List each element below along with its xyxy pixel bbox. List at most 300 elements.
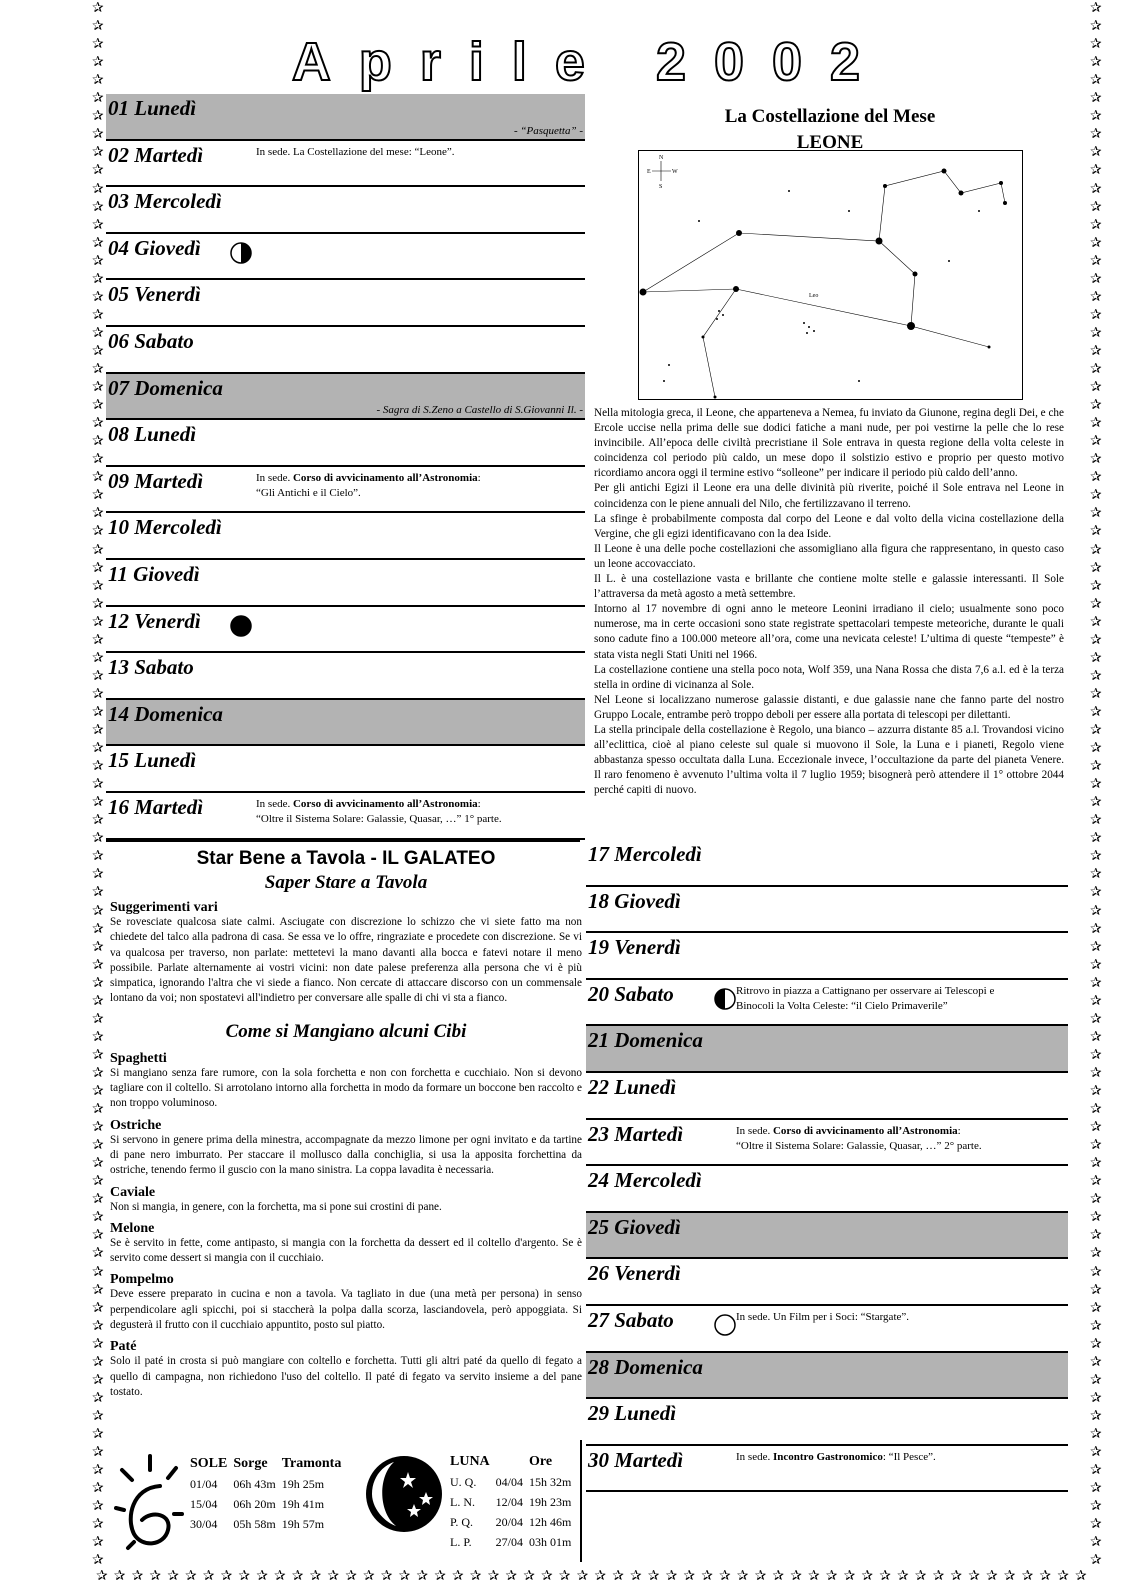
star-icon: ✰	[398, 1569, 411, 1584]
day-label: 12 Venerdì	[108, 608, 201, 633]
star-icon: ✰	[92, 506, 104, 522]
star-icon: ✰	[238, 1569, 251, 1584]
galateo-section	[110, 848, 582, 1400]
star-icon: ✰	[736, 1569, 749, 1584]
star-icon: ✰	[92, 1354, 104, 1370]
star-icon: ✰	[92, 1, 104, 16]
star-icon: ✰	[92, 55, 104, 71]
food-heading: Melone	[110, 1220, 155, 1236]
star-icon: ✰	[92, 1102, 104, 1118]
star-icon: ✰	[92, 307, 104, 323]
star-icon: ✰	[92, 813, 104, 829]
star-icon: ✰	[950, 1569, 963, 1584]
star-icon: ✰	[92, 235, 104, 251]
day-label: 24 Mercoledì	[588, 1168, 702, 1193]
day-row	[106, 420, 585, 467]
day-note-suffix: :	[957, 1124, 961, 1137]
day-row	[106, 141, 585, 188]
star-icon: ✰	[505, 1569, 518, 1584]
day-row	[586, 1026, 1068, 1073]
star-icon: ✰	[92, 596, 104, 612]
star-icon: ✰	[274, 1569, 286, 1584]
day-label: 08 Lunedì	[108, 422, 197, 447]
day-note-text: In sede. La Costellazione del mese: “Leone”.	[256, 145, 455, 158]
page-title: Aprile 2002	[291, 32, 889, 92]
star-icon: ✰	[92, 163, 104, 179]
star-icon: ✰	[92, 37, 104, 53]
star-icon: ✰	[92, 289, 104, 305]
star-icon: ✰	[1090, 362, 1102, 377]
food-text: Si servono in genere prima della minestra, accompagnate da mezzo limone per ogni invitato e da tartine di pane nero imburrato. Per staccare il mollusco dalla conchiglia, si usa la apposita forchettina da ostriche, tenendo fermo il guscio con la mano sinistra. La coppa lavadita è necessaria.	[110, 1133, 582, 1177]
star-icon: ✰	[92, 19, 104, 35]
table-cell: 15h 32m	[529, 1475, 572, 1489]
star-icon: ✰	[92, 1156, 104, 1172]
star-icon: ✰	[487, 1569, 500, 1584]
star-icon: ✰	[92, 975, 104, 991]
star-icon: ✰	[92, 777, 104, 793]
day-note-line	[736, 1450, 936, 1465]
compass-w: W	[672, 169, 678, 175]
day-row	[106, 653, 585, 700]
table-cell: 19h 57m	[281, 1517, 325, 1531]
compass-n: N	[659, 155, 664, 161]
star-icon: ✰	[1090, 1047, 1102, 1063]
star-icon: ✰	[469, 1569, 482, 1584]
star-icon: ✰	[92, 1535, 104, 1551]
star-icon: ✰	[1090, 1084, 1102, 1099]
star-icon: ✰	[92, 650, 104, 666]
star-icon: ✰	[92, 1174, 104, 1190]
table-row	[450, 1492, 577, 1512]
star-icon: ✰	[968, 1569, 980, 1584]
star-icon: ✰	[1090, 1426, 1102, 1442]
star-icon: ✰	[754, 1569, 767, 1584]
star-icon: ✰	[1090, 614, 1102, 630]
star-icon: ✰	[1090, 777, 1102, 793]
day-label: 27 Sabato	[588, 1308, 674, 1332]
star-icon: ✰	[1090, 73, 1102, 89]
star-icon: ✰	[1090, 632, 1102, 648]
day-label: 06 Sabato	[108, 329, 194, 353]
star-icon: ✰	[92, 1047, 104, 1063]
star-icon: ✰	[1090, 1318, 1102, 1334]
day-row	[586, 1306, 1068, 1353]
star-icon: ✰	[1090, 1463, 1102, 1479]
star-icon: ✰	[1090, 867, 1102, 883]
constellation-name: LEONE	[796, 132, 864, 153]
star-icon: ✰	[92, 1084, 104, 1099]
star-icon: ✰	[647, 1569, 660, 1584]
day-label: 20 Sabato	[588, 981, 674, 1006]
galateo-section-heading: Suggerimenti vari	[110, 900, 218, 915]
section-divider	[106, 840, 580, 842]
day-event-subtitle: - Sagra di S.Zeno a Castello di S.Giovanni Il. -	[376, 404, 583, 417]
star-icon: ✰	[825, 1569, 838, 1584]
day-row	[586, 1446, 1068, 1493]
star-icon: ✰	[701, 1569, 713, 1584]
star-icon: ✰	[92, 614, 104, 630]
constellation-paragraph: La sfinge è probabilmente composta dal corpo del Leone e dal volto della vicina costellazione della Vergine, che gli egizi identificavano con la dea Iside.	[594, 512, 1064, 540]
star-icon: ✰	[92, 1463, 104, 1479]
day-note	[256, 797, 502, 827]
day-note-prefix: In sede.	[736, 1124, 773, 1137]
star-icon: ✰	[1090, 488, 1102, 504]
star-icon: ✰	[1090, 1445, 1102, 1460]
star-icon: ✰	[1021, 1569, 1034, 1584]
constellation-description	[594, 406, 1064, 798]
table-cell: 27/04	[495, 1535, 524, 1549]
star-icon: ✰	[92, 398, 104, 414]
star-icon: ✰	[1090, 1553, 1102, 1569]
star-icon: ✰	[523, 1569, 535, 1584]
day-label: 26 Venerdì	[588, 1261, 681, 1286]
star-icon: ✰	[92, 109, 104, 125]
table-row	[450, 1472, 577, 1492]
star-icon: ✰	[1057, 1569, 1069, 1584]
star-icon: ✰	[92, 1192, 104, 1208]
star-icon: ✰	[1090, 1120, 1102, 1136]
day-note-line	[736, 984, 994, 999]
constellation-paragraph: Nella mitologia greca, il Leone, che apparteneva a Nemea, fu inviato da Giunone, regina degli Dei, e che Ercole uccise nella prima delle sue dodici fatiche a mani nude, per poi vestirne la pelle che lo rese invincibile. All’epoca delle civiltà precristiane il Sole entrava in questa regione della volta celeste in coincidenza col periodo più caldo, un mese dopo il solstizio estivo e proprio per questo motivo ricordiamo ancora oggi il termine estivo “solleone” per indicare il periodo più caldo dell’anno.	[594, 407, 1064, 480]
star-icon: ✰	[92, 1553, 104, 1569]
star-icon: ✰	[986, 1569, 998, 1584]
day-note-prefix: In sede.	[736, 1450, 773, 1463]
compass-e: E	[647, 169, 651, 175]
day-row	[106, 513, 585, 560]
day-label: 15 Lunedì	[108, 748, 197, 773]
table-header-row	[190, 1454, 347, 1474]
table-cell: 05h 58m	[233, 1517, 276, 1531]
bottom-star-border	[96, 1570, 1096, 1586]
star-icon: ✰	[1090, 163, 1102, 179]
star-icon: ✰	[92, 488, 104, 504]
star-icon: ✰	[220, 1569, 233, 1584]
star-icon: ✰	[92, 1408, 104, 1424]
day-label: 01 Lunedì	[108, 96, 197, 120]
star-icon: ✰	[92, 434, 104, 450]
star-icon: ✰	[92, 217, 104, 233]
day-note-line	[736, 1310, 909, 1325]
star-icon: ✰	[309, 1569, 322, 1584]
star-icon: ✰	[1090, 452, 1102, 468]
star-icon: ✰	[1090, 55, 1102, 71]
star-icon: ✰	[1090, 343, 1102, 359]
day-row	[106, 793, 585, 840]
star-icon: ✰	[92, 1390, 104, 1406]
full-moon-icon	[714, 1314, 736, 1336]
table-cell: L. P.	[450, 1535, 472, 1549]
star-icon: ✰	[612, 1569, 624, 1584]
star-icon: ✰	[1090, 849, 1102, 865]
table-cell: P. Q.	[450, 1515, 474, 1529]
day-note-prefix: In sede.	[256, 798, 293, 810]
day-row	[586, 1120, 1068, 1167]
star-icon: ✰	[1090, 307, 1102, 323]
day-note	[736, 984, 994, 1014]
day-note-suffix: : “Il Pesce”.	[882, 1450, 936, 1463]
star-icon: ✰	[1090, 416, 1102, 432]
star-icon: ✰	[96, 1569, 108, 1584]
star-icon: ✰	[558, 1569, 571, 1584]
table-cell: 19h 25m	[281, 1477, 325, 1491]
day-label: 13 Sabato	[108, 655, 194, 680]
day-note-prefix: In sede.	[256, 471, 293, 484]
star-icon: ✰	[1090, 181, 1102, 197]
day-row	[106, 607, 585, 654]
star-icon: ✰	[363, 1569, 375, 1584]
table-row	[450, 1532, 577, 1552]
star-icon: ✰	[1090, 380, 1102, 396]
bottom-divider	[580, 1440, 582, 1562]
star-icon: ✰	[1090, 109, 1102, 125]
star-icon: ✰	[92, 1138, 104, 1154]
day-label: 21 Domenica	[588, 1028, 703, 1053]
star-icon: ✰	[808, 1569, 820, 1584]
star-icon: ✰	[1090, 271, 1102, 287]
star-icon: ✰	[914, 1569, 927, 1584]
star-icon: ✰	[92, 1372, 104, 1388]
food-text: Non si mangia, in genere, con la forchetta, ma si pone sui crostini di pane.	[110, 1200, 442, 1213]
star-icon: ✰	[92, 145, 104, 161]
star-icon: ✰	[1090, 145, 1102, 161]
star-icon: ✰	[92, 271, 104, 287]
star-icon: ✰	[879, 1569, 891, 1584]
day-note-course: Corso di avvicinamento all’Astronomia	[772, 1124, 958, 1137]
table-header-cell: SOLE	[190, 1456, 228, 1471]
star-icon: ✰	[541, 1569, 553, 1584]
star-icon: ✰	[719, 1569, 731, 1584]
star-icon: ✰	[434, 1569, 446, 1584]
day-row	[106, 187, 585, 234]
day-label: 22 Lunedì	[588, 1075, 677, 1099]
day-label: 23 Martedì	[588, 1121, 684, 1146]
day-row	[586, 887, 1068, 934]
star-icon: ✰	[92, 759, 104, 775]
day-row	[586, 1213, 1068, 1260]
star-icon: ✰	[92, 1300, 104, 1316]
star-icon: ✰	[1090, 542, 1102, 558]
table-cell: 19h 23m	[529, 1495, 572, 1509]
star-icon: ✰	[1039, 1569, 1052, 1584]
star-icon: ✰	[683, 1569, 696, 1584]
star-icon: ✰	[92, 723, 104, 738]
star-icon: ✰	[92, 1481, 104, 1497]
star-icon: ✰	[790, 1569, 802, 1584]
day-label: 17 Mercoledì	[588, 842, 702, 866]
day-row	[106, 467, 585, 514]
star-icon: ✰	[1090, 1390, 1102, 1406]
table-cell: 06h 43m	[233, 1477, 276, 1491]
day-row	[106, 700, 585, 747]
star-icon: ✰	[1090, 650, 1102, 666]
constellation-paragraph: La costellazione contiene una stella poco nota, Wolf 359, una Nana Rossa che dista 7,6 a.l. ed è la terza stella in ordine di vicinanza al Sole.	[594, 663, 1064, 691]
table-row	[450, 1512, 577, 1532]
day-label: 30 Martedì	[588, 1447, 684, 1472]
day-note-line	[256, 145, 455, 160]
star-icon: ✰	[1090, 668, 1102, 684]
star-icon: ✰	[92, 91, 104, 107]
star-icon: ✰	[1090, 1210, 1102, 1226]
star-icon: ✰	[1090, 1102, 1102, 1118]
day-label: 29 Lunedì	[588, 1401, 677, 1426]
star-icon: ✰	[665, 1569, 678, 1584]
constellation-paragraph: La stella principale della costellazione è Regolo, una bianco – azzurra distante 85 a.l. Trovandosi vicino all’eclittica, cioè al piano celeste sul quale si muovono il Sole, la Luna e i pianeti, Regolo viene abbastanza spesso occultata dalla Luna. Eccezionale invece, l’occultazione da parte del pianeta Venere. Il raro fenomeno è avvenuto l’ultima volta il 7 luglio 1959; bisognerà però attendere il 1° ottobre 2044 perché capiti di nuovo.	[594, 723, 1064, 797]
star-icon: ✰	[897, 1569, 909, 1584]
constellation-paragraph: Il Leone è una delle poche costellazioni che assomigliano alla figura che rappresentano, in questo caso un leone accovacciato.	[594, 542, 1064, 570]
food-text: Deve essere preparato in cucina e non a tavola. Va tagliato in due (una metà per persona) in senso perpendicolare agli spicchi, poi si staccherà la polpa dalla scorza, lasciandovela, però appoggiata. Si degusterà il frutto con il cucchiaio appuntito, posto sul piatto.	[110, 1288, 582, 1332]
star-icon: ✰	[92, 831, 104, 847]
table-cell: L. N.	[450, 1495, 475, 1509]
day-row	[106, 746, 585, 793]
table-cell: 12h 46m	[529, 1515, 572, 1529]
galateo-title: Star Bene a Tavola - IL GALATEO	[196, 848, 496, 869]
table-cell: 20/04	[495, 1515, 524, 1529]
first-quarter-moon-icon	[714, 988, 736, 1010]
star-icon: ✰	[1090, 325, 1102, 341]
day-label: 19 Venerdì	[588, 935, 681, 960]
day-note-line2: “Oltre il Sistema Solare: Galassie, Quasar, …” 2° parte.	[736, 1139, 982, 1152]
day-row	[586, 1073, 1068, 1120]
table-row	[190, 1514, 347, 1534]
day-note-text: In sede. Un Film per i Soci: “Stargate”.	[736, 1311, 910, 1323]
galateo-section-text: Se rovesciate qualcosa siate calmi. Asciugate con discrezione lo schizzo che vi siete fatto ma non chiedete del talco alla padrona di casa. Se essa ve lo offre, ringraziate e procedete con discrezione. Se vi va qualcosa per traverso, non parlate: mettetevi la mano davanti alla bocca e fatevi notare il meno possibile. Parlate alternamente ai vostri vicini: non date palese preferenza alla persona che vi è più simpatica, ignorando l'altra che vi siede a fianco. Non cercate di attaccare discorso con un commensale lontano da voi; non spostatevi all'indietro per conversare alle spalle di chi vi sta a fianco.	[110, 916, 582, 1005]
star-icon: ✰	[1075, 1569, 1087, 1584]
star-icon: ✰	[1090, 578, 1102, 594]
star-icon: ✰	[1090, 939, 1102, 955]
day-row	[586, 933, 1068, 980]
day-row	[586, 1166, 1068, 1213]
sun-icon	[112, 1448, 190, 1560]
star-icon: ✰	[1090, 289, 1102, 305]
star-icon: ✰	[1090, 398, 1102, 414]
star-icon: ✰	[1090, 506, 1102, 522]
star-icon: ✰	[92, 1210, 104, 1226]
star-icon: ✰	[1090, 813, 1102, 829]
star-icon: ✰	[92, 1426, 104, 1442]
table-cell: 15/04	[190, 1497, 218, 1511]
star-icon: ✰	[92, 380, 104, 396]
star-icon: ✰	[1090, 1011, 1102, 1027]
star-icon: ✰	[92, 1011, 104, 1027]
star-icon: ✰	[256, 1569, 268, 1584]
star-icon: ✰	[92, 939, 104, 955]
constellation-map-label: Leo	[809, 293, 819, 299]
day-note-course: Corso di avvicinamento all’Astronomia	[292, 471, 478, 484]
star-icon: ✰	[843, 1569, 856, 1584]
star-icon: ✰	[1090, 1065, 1102, 1081]
star-icon: ✰	[92, 73, 104, 89]
star-icon: ✰	[594, 1569, 607, 1584]
star-icon: ✰	[92, 1264, 104, 1280]
star-icon: ✰	[576, 1569, 589, 1584]
day-row	[106, 374, 585, 421]
star-icon: ✰	[1090, 1300, 1102, 1316]
table-header-cell: Sorge	[233, 1456, 268, 1471]
food-text: Se è servito in fette, come antipasto, si mangia con la forchetta da dessert ed il coltello d'argento. Se è servito come dessert si mangia con il cucchiaio.	[110, 1236, 582, 1265]
constellation-paragraph: Per gli antichi Egizi il Leone era una delle divinità più riverite, poiché il Sole entrava nel Leone in coincidenza con le piene annuali del Nilo, che fertilizzavano il terreno.	[594, 482, 1064, 510]
day-row	[586, 1353, 1068, 1400]
star-icon: ✰	[1090, 1408, 1102, 1424]
star-icon: ✰	[1090, 434, 1102, 450]
star-icon: ✰	[167, 1569, 179, 1584]
day-label: 07 Domenica	[108, 375, 223, 400]
star-icon: ✰	[92, 849, 104, 865]
moon-table	[450, 1452, 577, 1552]
star-icon: ✰	[92, 199, 104, 215]
star-icon: ✰	[1090, 1246, 1102, 1262]
day-note-line	[256, 797, 502, 812]
star-icon: ✰	[380, 1569, 393, 1584]
star-icon: ✰	[1090, 127, 1102, 143]
star-icon: ✰	[1090, 975, 1102, 991]
day-note-suffix: :	[477, 471, 481, 484]
day-note-line	[736, 1124, 982, 1139]
star-icon: ✰	[1090, 19, 1102, 35]
day-note-suffix: :	[477, 798, 481, 810]
star-icon: ✰	[92, 1282, 104, 1298]
day-note-course: Incontro Gastronomico	[772, 1450, 883, 1463]
galateo-foods-title: Come si Mangiano alcuni Cibi	[225, 1020, 467, 1042]
food-heading: Spaghetti	[110, 1050, 167, 1066]
constellation-heading	[640, 104, 1020, 156]
star-icon: ✰	[1090, 831, 1102, 847]
day-note	[736, 1450, 936, 1465]
star-icon: ✰	[1090, 1517, 1102, 1533]
star-icon: ✰	[92, 362, 104, 377]
day-event-subtitle: - “Pasquetta” -	[513, 124, 583, 137]
star-icon: ✰	[92, 1029, 104, 1045]
star-icon: ✰	[92, 632, 104, 648]
food-heading: Ostriche	[110, 1117, 162, 1133]
day-row	[106, 234, 585, 281]
day-note	[256, 471, 481, 501]
galateo-sections	[110, 900, 582, 1007]
day-note	[736, 1310, 909, 1325]
star-icon: ✰	[92, 524, 104, 540]
star-icon: ✰	[92, 1120, 104, 1136]
day-label: 28 Domenica	[588, 1354, 703, 1379]
compass-rose	[652, 161, 671, 181]
star-icon: ✰	[1090, 903, 1102, 919]
table-header-cell: Tramonta	[281, 1456, 342, 1471]
day-label: 05 Venerdì	[108, 282, 201, 307]
star-icon: ✰	[92, 416, 104, 432]
table-cell: 03h 01m	[529, 1535, 572, 1549]
star-icon: ✰	[92, 578, 104, 594]
star-icon: ✰	[1090, 1156, 1102, 1172]
day-row	[106, 560, 585, 607]
star-icon: ✰	[1090, 91, 1102, 107]
star-icon: ✰	[92, 704, 104, 720]
star-icon: ✰	[452, 1569, 464, 1584]
star-icon: ✰	[202, 1569, 215, 1584]
star-icon: ✰	[1090, 1192, 1102, 1208]
star-icon: ✰	[92, 325, 104, 341]
star-icon: ✰	[1090, 686, 1102, 702]
star-icon: ✰	[1090, 921, 1102, 937]
constellation-paragraph: Il L. è una costellazione vasta e brillante che contiene molte stelle e galassie interessanti. Il Sole l’attraversa da metà agosto a metà settembre.	[594, 573, 1064, 601]
day-label: 03 Mercoledì	[108, 189, 222, 214]
day-note-line2: Binocoli la Volta Celeste: “il Cielo Primaverile”	[736, 999, 948, 1012]
last-quarter-moon-icon	[230, 242, 252, 264]
star-icon: ✰	[113, 1569, 126, 1584]
day-row	[106, 327, 585, 374]
star-icon: ✰	[1090, 37, 1102, 53]
star-icon: ✰	[1090, 1228, 1102, 1244]
star-icon: ✰	[131, 1569, 144, 1584]
day-note	[256, 145, 455, 160]
star-icon: ✰	[92, 1336, 104, 1352]
